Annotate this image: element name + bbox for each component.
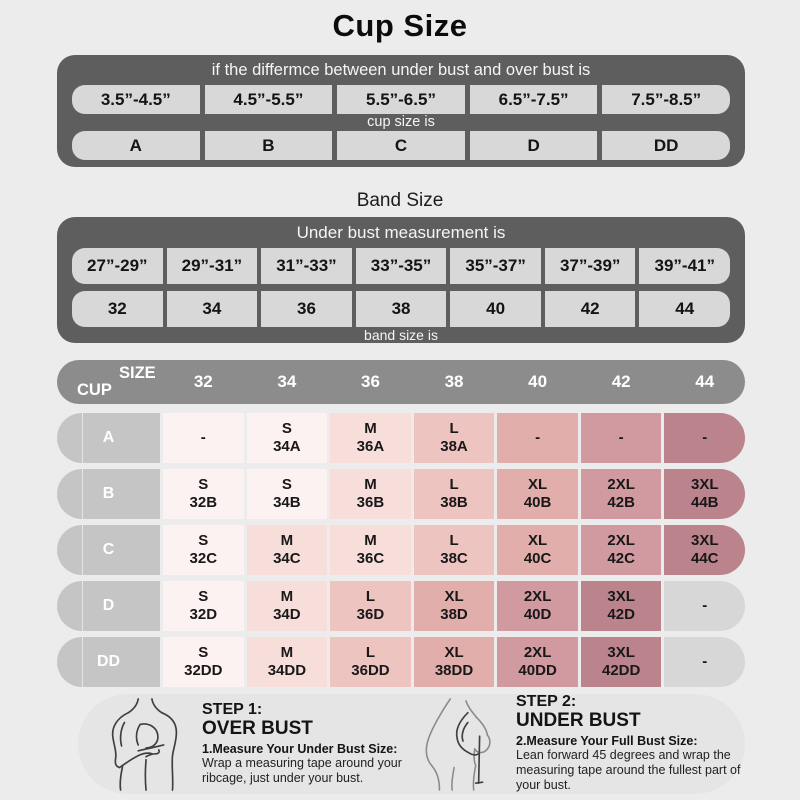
band-number-pill: 36 [261, 291, 352, 327]
cup-difference-header: if the differmce between under bust and over bust is [211, 61, 591, 79]
band-number-pill: 44 [639, 291, 730, 327]
size-matrix-header [57, 360, 745, 404]
matrix-row [57, 469, 745, 519]
measuring-steps-panel [78, 694, 745, 794]
matrix-size-cell: M 36B [330, 469, 411, 519]
cup-difference-range-row [72, 85, 730, 114]
corner-cup-label: CUP [77, 381, 112, 399]
cup-letter-pill: B [205, 131, 333, 160]
step2-instruction-heading: 2.Measure Your Full Bust Size: [516, 733, 698, 748]
page-title: Cup Size [332, 8, 468, 43]
matrix-column-header: 44 [695, 372, 715, 391]
under-bust-figure-icon [416, 697, 508, 791]
band-number-pill: 32 [72, 291, 163, 327]
cup-size-panel [57, 55, 745, 167]
band-number-pill: 42 [545, 291, 636, 327]
matrix-row [57, 525, 745, 575]
step1-section [102, 697, 402, 791]
cup-difference-range-pill: 6.5”-7.5” [470, 85, 598, 114]
step1-title: OVER BUST [202, 717, 313, 739]
step2-title: UNDER BUST [516, 710, 641, 732]
step2-label: STEP 2: [516, 693, 577, 711]
matrix-size-cell: XL 40C [497, 525, 578, 575]
matrix-row [57, 413, 745, 463]
matrix-size-cell: 2XL 40D [497, 581, 578, 631]
matrix-corner-cell [57, 360, 160, 404]
cup-size-is-label: cup size is [367, 114, 435, 130]
matrix-size-cell: - [581, 413, 662, 463]
matrix-column-header: 40 [528, 372, 548, 391]
matrix-size-cell: L 36DD [330, 637, 411, 687]
band-measurement-range-pill: 37”-39” [545, 248, 636, 284]
step1-label: STEP 1: [202, 700, 263, 718]
matrix-size-cell: XL 38D [414, 581, 495, 631]
band-number-pill: 38 [356, 291, 447, 327]
matrix-size-cell: M 34DD [247, 637, 328, 687]
band-size-is-label: band size is [364, 327, 438, 343]
band-size-panel [57, 217, 745, 343]
cup-difference-range-pill: 4.5”-5.5” [205, 85, 333, 114]
matrix-row [57, 637, 745, 687]
matrix-size-cell: 3XL 42DD [581, 637, 662, 687]
size-matrix-body [57, 413, 745, 693]
matrix-size-cell: 2XL 42B [581, 469, 662, 519]
matrix-row-cup-label: C [57, 525, 160, 575]
matrix-column-header: 36 [360, 372, 380, 391]
matrix-size-cell: S 32C [163, 525, 244, 575]
matrix-column-header: 34 [277, 372, 297, 391]
matrix-row-cup-label: DD [57, 637, 160, 687]
band-number-pill: 40 [450, 291, 541, 327]
step1-instruction-heading: 1.Measure Your Under Bust Size: [202, 741, 398, 756]
step2-instruction-body: Lean forward 45 degrees and wrap the measuring tape around the fullest part of your bust. [516, 747, 741, 793]
cup-letter-pill: A [72, 131, 200, 160]
matrix-row-cup-label: B [57, 469, 160, 519]
matrix-size-cell: L 38B [414, 469, 495, 519]
band-measurement-range-pill: 33”-35” [356, 248, 447, 284]
corner-size-label: SIZE [119, 364, 156, 382]
band-measurement-range-pill: 39”-41” [639, 248, 730, 284]
matrix-size-cell: XL 38DD [414, 637, 495, 687]
matrix-size-cell: S 32B [163, 469, 244, 519]
cup-letter-row [72, 131, 730, 160]
matrix-size-cell: M 36C [330, 525, 411, 575]
matrix-row-cup-label: D [57, 581, 160, 631]
cup-letter-pill: C [337, 131, 465, 160]
matrix-size-cell: - [497, 413, 578, 463]
cup-letter-pill: D [470, 131, 598, 160]
matrix-size-cell: 2XL 40DD [497, 637, 578, 687]
matrix-size-cell: L 38A [414, 413, 495, 463]
matrix-size-cell: 3XL 44B [664, 469, 745, 519]
cup-difference-range-pill: 5.5”-6.5” [337, 85, 465, 114]
matrix-size-cell: 2XL 42C [581, 525, 662, 575]
under-bust-measurement-header: Under bust measurement is [296, 223, 506, 242]
matrix-row-cup-label: A [57, 413, 160, 463]
matrix-size-cell: L 38C [414, 525, 495, 575]
matrix-size-cell: XL 40B [497, 469, 578, 519]
matrix-size-cell: 3XL 44C [664, 525, 745, 575]
matrix-size-cell: M 34C [247, 525, 328, 575]
step1-instruction-body: Wrap a measuring tape around your ribcage, just under your bust. [202, 755, 402, 785]
matrix-size-cell: M 36A [330, 413, 411, 463]
band-measurement-range-pill: 27”-29” [72, 248, 163, 284]
matrix-size-cell: - [664, 581, 745, 631]
matrix-size-cell: L 36D [330, 581, 411, 631]
band-number-row [72, 291, 730, 327]
step2-section [416, 694, 748, 793]
matrix-size-cell: 3XL 42D [581, 581, 662, 631]
matrix-size-cell: S 34A [247, 413, 328, 463]
band-measurement-range-row [72, 248, 730, 284]
matrix-size-cell: - [664, 637, 745, 687]
matrix-size-cell: - [163, 413, 244, 463]
matrix-row [57, 581, 745, 631]
matrix-size-cell: S 32D [163, 581, 244, 631]
cup-letter-pill: DD [602, 131, 730, 160]
band-size-title: Band Size [356, 190, 444, 211]
matrix-size-cell: - [664, 413, 745, 463]
band-measurement-range-pill: 29”-31” [167, 248, 258, 284]
matrix-size-cell: M 34D [247, 581, 328, 631]
band-number-pill: 34 [167, 291, 258, 327]
band-measurement-range-pill: 35”-37” [450, 248, 541, 284]
cup-difference-range-pill: 3.5”-4.5” [72, 85, 200, 114]
matrix-column-header: 38 [444, 372, 464, 391]
over-bust-figure-icon [102, 697, 194, 791]
matrix-size-cell: S 34B [247, 469, 328, 519]
matrix-column-header: 42 [611, 372, 631, 391]
cup-difference-range-pill: 7.5”-8.5” [602, 85, 730, 114]
band-measurement-range-pill: 31”-33” [261, 248, 352, 284]
matrix-column-header: 32 [193, 372, 213, 391]
matrix-size-cell: S 32DD [163, 637, 244, 687]
